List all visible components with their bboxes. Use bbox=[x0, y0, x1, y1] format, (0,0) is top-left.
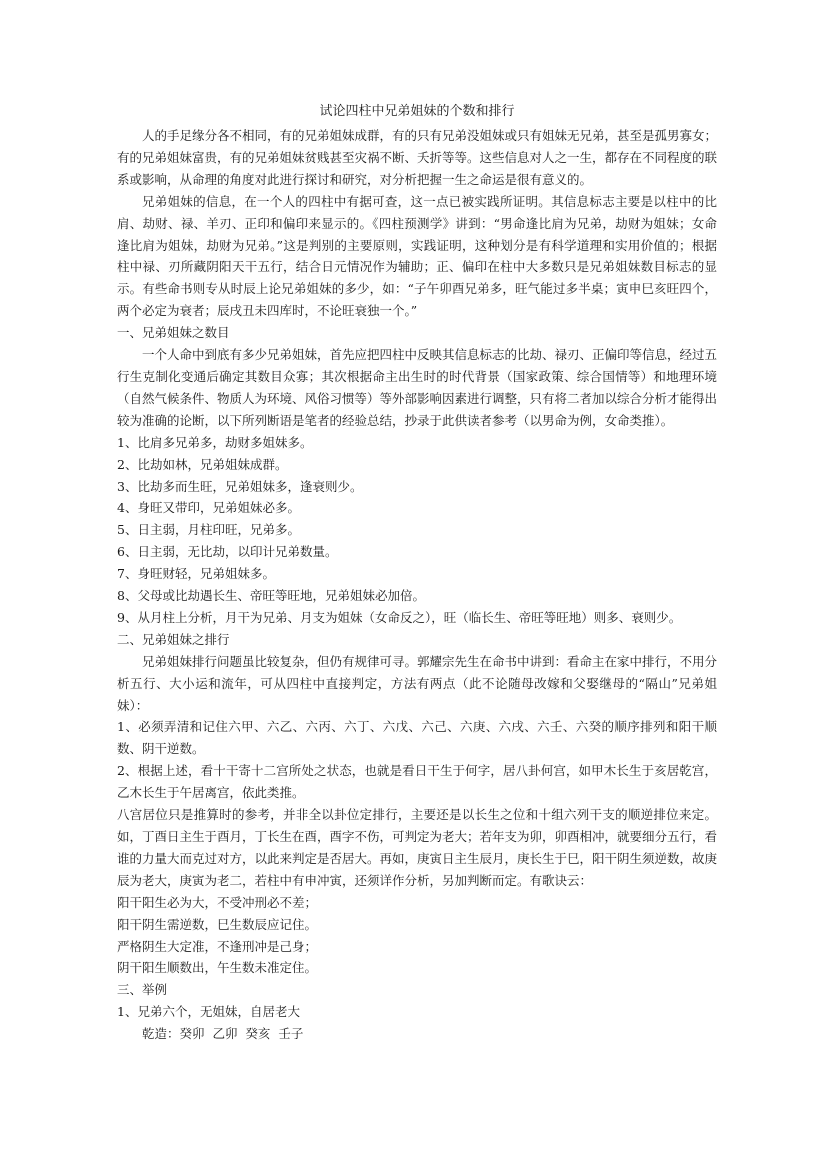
section-heading-examples: 三、举例 bbox=[117, 982, 168, 998]
document-title: 试论四柱中兄弟姐妹的个数和排行 bbox=[319, 104, 515, 119]
list-item: 5、日主弱，月柱印旺，兄弟多。 bbox=[117, 522, 300, 538]
list-item: 6、日主弱，无比劫，以印计兄弟数量。 bbox=[117, 544, 338, 560]
document-body bbox=[117, 104, 717, 1045]
verse-line: 严格阴生大定准，不逢刑冲是己身； bbox=[117, 938, 318, 954]
intro-paragraph-2: 兄弟姐妹的信息，在一个人的四柱中有据可查，这一点已被实践所证明。其信息标志主要是以柱中的比肩、劫财、禄、羊刃、正印和偏印来显示的。《四柱预测学》讲到：“男命逢比肩为兄弟，劫财为姐妹；女命逢比肩为姐妹，劫财为兄弟。”这是判别的主要原则，实践证明，这种划分是有科学道理和实用价值的；根据柱中禄、刃所藏阴阳天干五行，结合日元情况作为辅助；正、偏印在柱中大多数只是兄弟姐妹数目标志的显示。有些命书则专从时辰上论兄弟姐妹的多少，如：“子午卯酉兄弟多，旺气能过多半桌；寅申巳亥旺四个，两个必定为衰者；辰戌丑未四库时，不论旺衰独一个。” bbox=[117, 193, 717, 319]
intro-paragraph-1: 人的手足缘分各不相同，有的兄弟姐妹成群，有的只有兄弟没姐妹或只有姐妹无兄弟，甚至是孤男寡女；有的兄弟姐妹富贵，有的兄弟姐妹贫贱甚至灾祸不断、夭折等等。这些信息对人之一生，都存在不同程度的联系或影响，从命理的角度对此进行探讨和研究，对分析把握一生之命运是很有意义的。 bbox=[117, 128, 718, 187]
list-item: 4、身旺又带印，兄弟姐妹必多。 bbox=[117, 500, 300, 516]
example-chart: 乾造：癸卯 乙卯 癸亥 壬子 bbox=[142, 1026, 304, 1042]
list-item: 1、必须弄清和记住六甲、六乙、六丙、六丁、六戊、六己、六庚、六戌、六壬、六癸的顺序排列和阳干顺数、阴干逆数。 bbox=[117, 719, 717, 757]
verse-line: 阳干阴生需逆数，巳生数辰应记住。 bbox=[117, 916, 318, 932]
section-heading-count: 一、兄弟姐妹之数目 bbox=[117, 325, 230, 341]
list-item: 1、比肩多兄弟多，劫财多姐妹多。 bbox=[117, 434, 313, 450]
section-order-paragraph-2: 八宫居位只是推算时的参考，并非全以卦位定排行，主要还是以长生之位和十组六列干支的顺逆排位来定。如，丁酉日主生于酉月，丁长生在酉，酉字不伤，可判定为老大；若年支为卯，卯酉相冲，就要细分五行，看谁的力量大而克过对方，以此来判定是否居大。再如，庚寅日主生辰月，庚长生于巳，阳干阴生须逆数，故庚辰为老大，庚寅为老二，若柱中有申冲寅，还须详作分析，另加判断而定。有歌诀云： bbox=[117, 807, 718, 888]
list-item: 2、根据上述，看十干寄十二宫所处之状态，也就是看日干生于何字，居八卦何宫，如甲木长生于亥居乾宫，乙木长生于午居离宫，依此类推。 bbox=[117, 763, 717, 801]
verse-line: 阴干阳生顺数出，午生数未准定住。 bbox=[117, 960, 318, 976]
section-heading-order: 二、兄弟姐妹之排行 bbox=[117, 631, 230, 647]
example-title: 1、兄弟六个，无姐妹，自居老大 bbox=[117, 1004, 300, 1020]
list-item: 9、从月柱上分析，月干为兄弟、月支为姐妹（女命反之），旺（临长生、帝旺等旺地）则多、衰则少。 bbox=[117, 609, 682, 625]
list-item: 8、父母或比劫遇长生、帝旺等旺地，兄弟姐妹必加倍。 bbox=[117, 588, 425, 604]
section-count-paragraph: 一个人命中到底有多少兄弟姐妹，首先应把四柱中反映其信息标志的比劫、禄刃、正偏印等信息，经过五行生克制化变通后确定其数目众寡；其次根据命主出生时的时代背景（国家政策、综合国情等）和地理环境（自然气候条件、物质人为环境、风俗习惯等）等外部影响因素进行调整，只有将二者加以综合分析才能得出较为准确的论断，以下所列断语是笔者的经验总结，抄录于此供读者参考（以男命为例，女命类推）。 bbox=[117, 347, 718, 428]
section-order-paragraph: 兄弟姐妹排行问题虽比较复杂，但仍有规律可寻。郭耀宗先生在命书中讲到：看命主在家中排行，不用分析五行、大小运和流年，可从四柱中直接判定，方法有两点（此不论随母改嫁和父娶继母的“隔山”兄弟姐妹）： bbox=[117, 653, 718, 713]
list-item: 2、比劫如林，兄弟姐妹成群。 bbox=[117, 456, 288, 472]
list-item: 3、比劫多而生旺，兄弟姐妹多，逢衰则少。 bbox=[117, 478, 363, 494]
verse-line: 阳干阳生必为大，不受冲刑必不差； bbox=[117, 894, 318, 910]
list-item: 7、身旺财轻，兄弟姐妹多。 bbox=[117, 566, 275, 582]
